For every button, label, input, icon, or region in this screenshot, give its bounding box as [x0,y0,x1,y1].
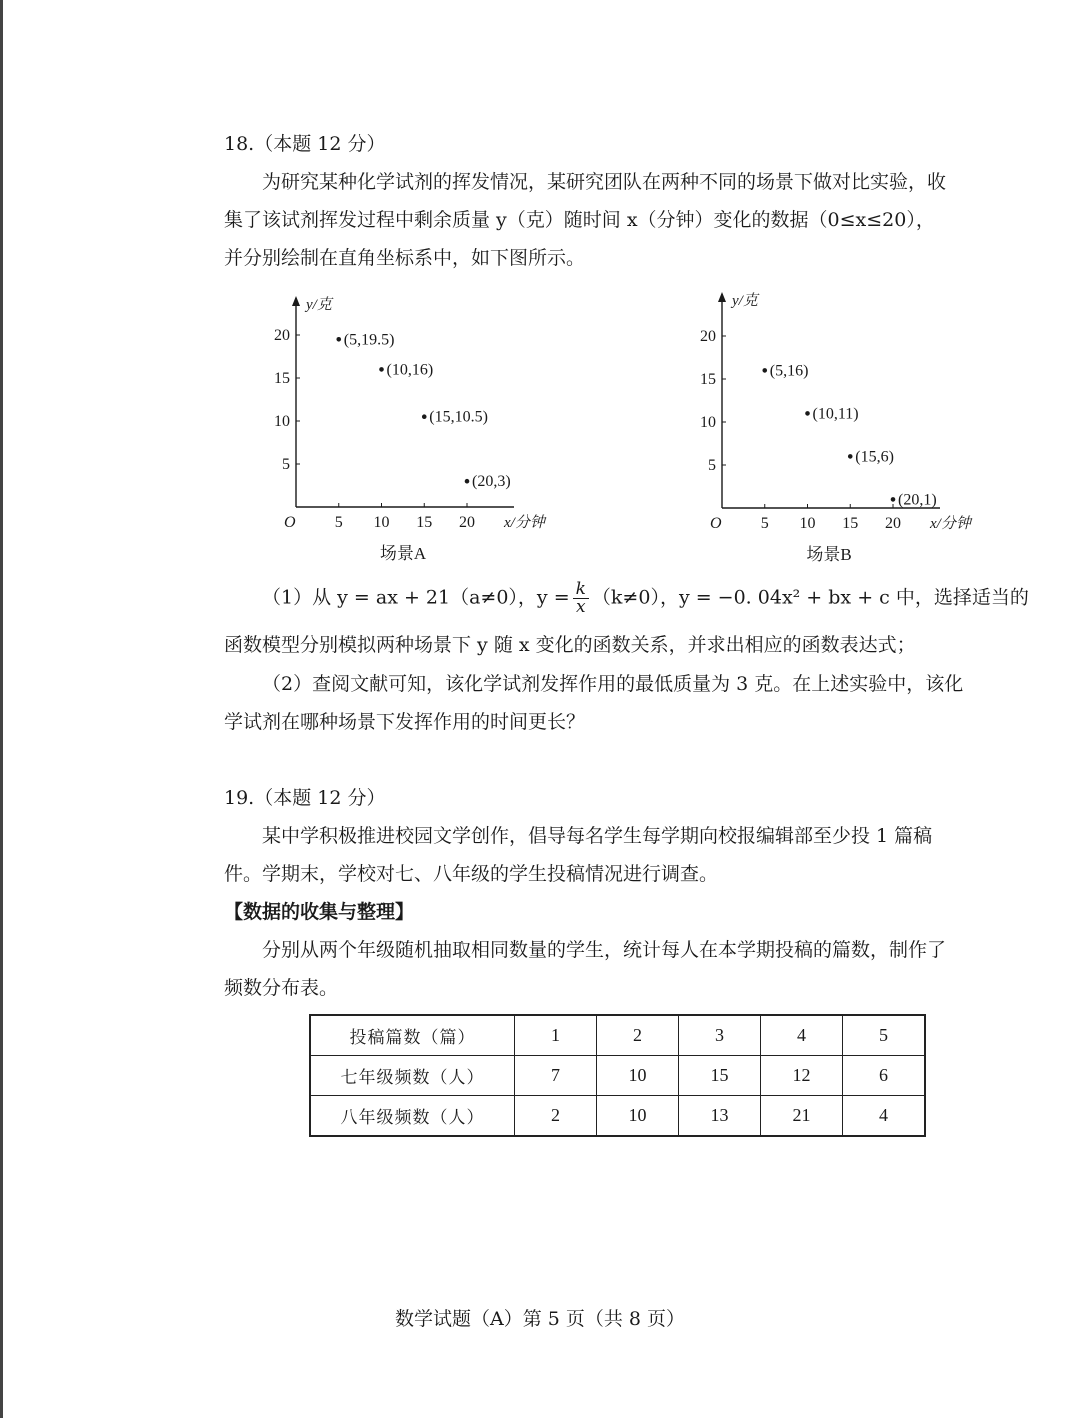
table-header-cell: 投稿篇数（篇） [310,1015,515,1056]
data-point-label: (20,1) [898,491,937,509]
frequency-table [309,1014,926,1137]
x-tick-label: 15 [416,514,433,531]
x-tick-label: 20 [885,515,901,532]
table-row [310,1096,925,1137]
table-cell: 4 [761,1015,843,1056]
data-point [422,414,427,419]
data-point [379,367,384,372]
data-point [805,411,810,416]
x-tick-label: 10 [373,514,390,531]
table-cell: 2 [597,1015,679,1056]
q18-part1-text-a: （1）从 y = ax + 21（a≠0），y = [262,586,570,609]
data-point-label: (10,11) [812,405,859,423]
data-point [762,368,767,373]
origin-label: O [284,514,296,531]
data-point [891,497,896,502]
table-cell: 7 [515,1056,597,1096]
y-axis-arrow [718,292,726,302]
data-point-label: (5,19.5) [343,331,395,349]
q18-part2-line1: （2）查阅文献可知，该化学试剂发挥作用的最低质量为 3 克。在上述实验中，该化 [262,673,964,695]
table-cell: 1 [515,1015,597,1056]
table-cell: 12 [761,1056,843,1096]
page-edge [0,0,3,1418]
data-point-label: (5,16) [769,362,809,380]
data-point [336,337,341,342]
page-footer: 数学试题（A）第 5 页（共 8 页） [394,1308,686,1330]
y-axis-label: y/克 [732,293,758,309]
table-cell: 5 [843,1015,926,1056]
table-header-cell: 七年级频数（人） [310,1056,515,1096]
x-tick-label: 15 [842,515,859,532]
q19-intro-line: 某中学积极推进校园文学创作，倡导每名学生每学期向校报编辑部至少投 1 篇稿 [262,825,933,847]
y-tick-label: 10 [700,414,716,431]
table-row [310,1056,925,1096]
data-point-label: (15,6) [855,448,894,466]
y-axis-label: y/克 [306,297,332,313]
fraction-k-over-x [573,581,589,616]
x-axis-label: x/分钟 [504,515,545,531]
scatter-chart-scene-a [262,288,562,564]
table-cell: 3 [679,1015,761,1056]
section-title: 【数据的收集与整理】 [224,901,415,923]
fraction-numerator: k [573,581,589,599]
chart-title: 场景B [806,545,852,564]
table-cell: 2 [515,1096,597,1137]
table-cell: 10 [597,1096,679,1137]
q18-part1-text-b: （k≠0），y = −0. 04x² + bx + c 中，选择适当的 [591,586,1029,609]
y-tick-label: 15 [700,371,716,388]
scatter-chart-scene-b [688,284,988,564]
data-point-label: (20,3) [472,473,511,491]
table-cell: 10 [597,1056,679,1096]
x-tick-label: 5 [334,514,343,531]
x-tick-label: 20 [459,514,475,531]
y-tick-label: 5 [708,457,716,474]
y-tick-label: 20 [274,327,290,344]
section-text-line: 分别从两个年级随机抽取相同数量的学生，统计每人在本学期投稿的篇数，制作了 [262,939,947,961]
q18-intro-line: 集了该试剂挥发过程中剩余质量 y（克）随时间 x（分钟）变化的数据（0≤x≤20）， [224,209,935,231]
y-tick-label: 15 [274,370,290,387]
q19-intro-line: 件。学期末，学校对七、八年级的学生投稿情况进行调查。 [224,863,719,885]
x-axis-label: x/分钟 [930,516,971,532]
y-axis-arrow [292,296,300,306]
data-point-label: (15,10.5) [429,408,488,426]
q19-heading: 19.（本题 12 分） [224,787,386,809]
chart-title: 场景A [379,544,427,563]
data-point-label: (10,16) [386,361,434,379]
table-row [310,1015,925,1056]
data-point [848,454,853,459]
y-tick-label: 5 [282,456,290,473]
table-cell: 4 [843,1096,926,1137]
x-tick-label: 5 [760,515,769,532]
fraction-denominator: x [575,597,586,617]
x-tick-label: 10 [799,515,816,532]
table-cell: 6 [843,1056,926,1096]
data-point [465,479,470,484]
y-tick-label: 10 [274,413,290,430]
q18-intro-line: 并分别绘制在直角坐标系中，如下图所示。 [224,247,586,269]
origin-label: O [710,515,722,532]
section-text-line: 频数分布表。 [224,977,339,999]
table-cell: 21 [761,1096,843,1137]
q18-part1-line2: 函数模型分别模拟两种场景下 y 随 x 变化的函数关系，并求出相应的函数表达式； [224,634,916,656]
y-tick-label: 20 [700,328,716,345]
q18-intro-line: 为研究某种化学试剂的挥发情况，某研究团队在两种不同的场景下做对比实验，收 [262,171,947,193]
q18-heading: 18.（本题 12 分） [224,133,386,155]
q18-part1-line1 [262,581,1029,616]
table-cell: 15 [679,1056,761,1096]
table-header-cell: 八年级频数（人） [310,1096,515,1137]
q18-part2-line2: 学试剂在哪种场景下发挥作用的时间更长？ [224,711,586,733]
table-cell: 13 [679,1096,761,1137]
